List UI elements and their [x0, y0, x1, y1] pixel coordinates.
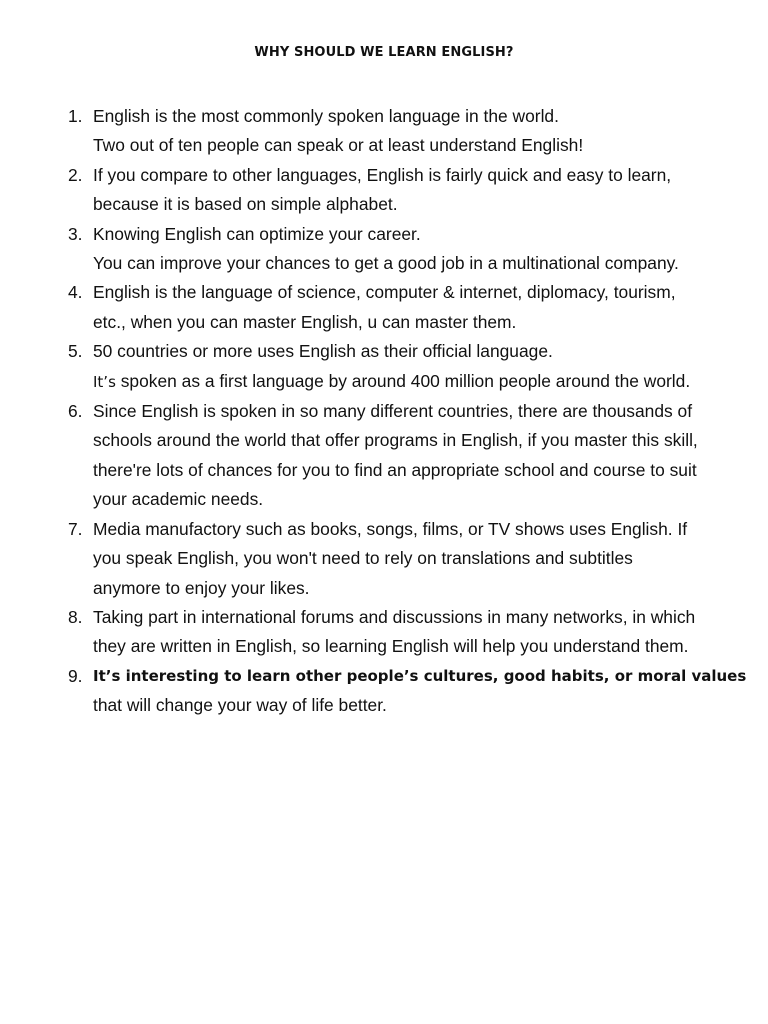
- item-text-line: You can improve your chances to get a good job in a multinational company.: [93, 253, 679, 274]
- item-text-line: Knowing English can optimize your career.: [93, 223, 421, 244]
- item-text-line: there're lots of chances for you to find an appropriate school and course to suit: [93, 459, 697, 480]
- reasons-list: [68, 102, 747, 721]
- list-item: [68, 161, 738, 220]
- item-text-line: Two out of ten people can speak or at least understand English!: [93, 135, 584, 156]
- list-item: [68, 102, 738, 161]
- item-text-rest: spoken as a first language by around 400 million people around the world.: [120, 370, 691, 391]
- item-text-line: If you compare to other languages, English is fairly quick and easy to learn,: [93, 164, 672, 185]
- item-text-line: It’s interesting to learn other people’s cultures, good habits, or moral values: [93, 666, 747, 685]
- item-text-line: Media manufactory such as books, songs, films, or TV shows uses English. If: [93, 518, 688, 539]
- document-title: WHY SHOULD WE LEARN ENGLISH?: [254, 45, 514, 60]
- item-number: 5.: [68, 341, 83, 362]
- item-text-line: they are written in English, so learning English will help you understand them.: [93, 636, 689, 657]
- list-item: [68, 220, 738, 279]
- item-text-line: your academic needs.: [93, 489, 264, 510]
- item-text-line: etc., when you can master English, u can master them.: [93, 311, 517, 332]
- list-item: [68, 515, 738, 603]
- item-text-line: English is the language of science, computer & internet, diplomacy, tourism,: [93, 282, 676, 303]
- item-number: 7.: [68, 518, 83, 539]
- list-item: [68, 397, 738, 515]
- item-number: 1.: [68, 106, 83, 126]
- item-text-line: anymore to enjoy your likes.: [93, 577, 310, 598]
- item-number: 6.: [68, 401, 83, 422]
- list-item: [68, 278, 738, 337]
- item-text-line: schools around the world that offer programs in English, if you master this skill,: [93, 430, 698, 451]
- item-text-line: Taking part in international forums and discussions in many networks, in which: [93, 606, 696, 627]
- list-item: [68, 662, 747, 721]
- item-number: 2.: [68, 164, 83, 185]
- item-number: 9.: [68, 665, 83, 686]
- item-text-line: Since English is spoken in so many different countries, there are thousands of: [93, 401, 693, 422]
- item-text-line: 50 countries or more uses English as their official language.: [93, 341, 553, 362]
- item-number: 4.: [68, 282, 83, 303]
- item-number: 8.: [68, 606, 83, 627]
- item-text-line: you speak English, you won't need to rely on translations and subtitles: [93, 548, 633, 569]
- list-item: [68, 603, 738, 662]
- item-text-line: English is the most commonly spoken language in the world.: [93, 106, 559, 126]
- item-text-prefix: It’s: [93, 372, 116, 391]
- item-number: 3.: [68, 223, 83, 244]
- item-text-line: that will change your way of life better.: [93, 695, 387, 716]
- item-text-line: because it is based on simple alphabet.: [93, 194, 398, 215]
- item-text-line: [93, 367, 738, 397]
- list-item: [68, 337, 738, 397]
